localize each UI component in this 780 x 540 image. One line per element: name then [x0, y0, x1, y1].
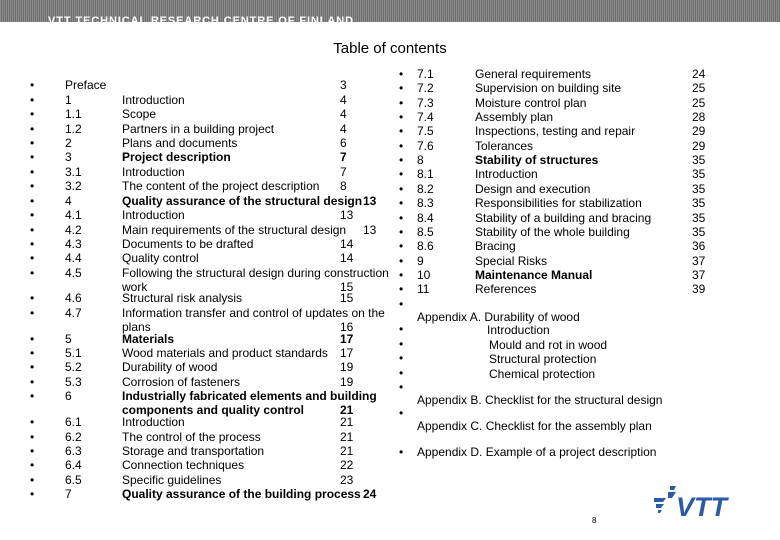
page-title: Table of contents: [333, 40, 447, 57]
toc-page: 15: [340, 291, 354, 305]
toc-page: 17: [340, 332, 354, 346]
toc-page: 25: [692, 96, 706, 110]
toc-bullet: •: [30, 93, 35, 107]
toc-number: 5.2: [65, 360, 82, 374]
toc-title: Project description: [122, 150, 231, 164]
toc-number: Preface: [65, 78, 107, 92]
toc-title: Plans and documents: [122, 136, 238, 150]
toc-page: 3: [340, 78, 347, 92]
toc-title: Responsibilities for stabilization: [475, 196, 642, 210]
toc-title: Design and execution: [475, 182, 591, 196]
appendix-title: Appendix B. Checklist for the structural design: [417, 393, 663, 407]
toc-bullet: •: [399, 337, 404, 351]
toc-bullet: •: [399, 153, 404, 167]
toc-bullet: •: [30, 473, 35, 487]
toc-page: 19: [340, 360, 354, 374]
appendix-item: Mould and rot in wood: [489, 338, 608, 352]
toc-bullet: •: [30, 266, 35, 280]
toc-bullet: •: [399, 254, 404, 268]
toc-title: Corrosion of fasteners: [122, 375, 241, 389]
toc-bullet: •: [399, 167, 404, 181]
toc-title: Tolerances: [475, 139, 534, 153]
toc-page: 4: [340, 107, 347, 121]
toc-title: Maintenance Manual: [475, 268, 593, 282]
toc-title: Specific guidelines: [122, 473, 222, 487]
toc-page: 14: [340, 251, 354, 265]
toc-page: 19: [340, 375, 354, 389]
toc-page: 14: [340, 237, 354, 251]
toc-bullet: •: [399, 225, 404, 239]
header-bar: [0, 0, 780, 30]
toc-title: Inspections, testing and repair: [475, 124, 636, 138]
toc-bullet: •: [30, 346, 35, 360]
toc-title: Connection techniques: [122, 458, 245, 472]
toc-title: Quality assurance of the structural design: [122, 194, 363, 208]
toc-bullet: •: [399, 366, 404, 380]
toc-bullet: •: [30, 136, 35, 150]
toc-number: 4.2: [65, 223, 82, 237]
toc-number: 7.6: [417, 139, 434, 153]
toc-bullet: •: [30, 375, 35, 389]
toc-title: References: [475, 282, 537, 296]
toc-number: 8: [417, 153, 424, 167]
toc-number: 8.4: [417, 211, 434, 225]
toc-bullet: •: [30, 122, 35, 136]
toc-page: 29: [692, 124, 706, 138]
toc-bullet: •: [30, 487, 35, 501]
toc-title: Introduction: [122, 93, 185, 107]
toc-page: 35: [692, 182, 706, 196]
toc-title: Materials: [122, 332, 175, 346]
toc-bullet: •: [30, 150, 35, 164]
header-title: VTT TECHNICAL RESEARCH CENTRE OF FINLAND: [48, 15, 354, 27]
toc-number: 6.2: [65, 430, 82, 444]
toc-page: 7: [340, 150, 347, 164]
appendix-title: Appendix A. Durability of wood: [417, 310, 580, 324]
toc-bullet: •: [30, 251, 35, 265]
toc-page: 23: [340, 473, 354, 487]
toc-page: 35: [692, 196, 706, 210]
toc-bullet: •: [30, 415, 35, 429]
logo-text: VTT: [676, 492, 727, 520]
toc-bullet: •: [399, 211, 404, 225]
toc-title: Introduction: [122, 208, 185, 222]
toc-page: 35: [692, 153, 706, 167]
toc-title: Industrially fabricated elements and building: [122, 389, 377, 403]
toc-bullet: •: [399, 96, 404, 110]
toc-number: 7.3: [417, 96, 434, 110]
toc-title: Wood materials and product standards: [122, 346, 328, 360]
toc-bullet: •: [399, 282, 404, 296]
toc-bullet: •: [399, 351, 404, 365]
toc-title: Stability of a building and bracing: [475, 211, 652, 225]
toc-bullet: •: [399, 182, 404, 196]
toc-title: Storage and transportation: [122, 444, 265, 458]
toc-page: 16: [340, 320, 354, 334]
toc-title: Information transfer and control of updates on the: [122, 306, 385, 320]
toc-page: 25: [692, 81, 706, 95]
toc-bullet: •: [30, 444, 35, 458]
toc-number: 7: [65, 487, 72, 501]
toc-page: 8: [340, 179, 347, 193]
toc-page: 24: [363, 487, 377, 501]
toc-page: 15: [340, 280, 354, 294]
appendix-item: Introduction: [487, 323, 550, 337]
toc-title: The content of the project description: [122, 179, 320, 193]
toc-page: 6: [340, 136, 347, 150]
toc-number: 7.5: [417, 124, 434, 138]
toc-number: 6: [65, 389, 72, 403]
toc-bullet: •: [30, 458, 35, 472]
toc-title: Stability of structures: [475, 153, 599, 167]
toc-page: 28: [692, 110, 706, 124]
toc-number: 6.3: [65, 444, 82, 458]
toc-bullet: •: [30, 179, 35, 193]
toc-bullet: •: [399, 445, 404, 459]
vtt-logo: [652, 484, 754, 520]
toc-page: 22: [340, 458, 354, 472]
toc-page: 21: [340, 430, 354, 444]
appendix-item: Structural protection: [489, 352, 597, 366]
toc-bullet: •: [399, 139, 404, 153]
toc-bullet: •: [30, 223, 35, 237]
toc-page: 4: [340, 122, 347, 136]
toc-bullet: •: [30, 291, 35, 305]
toc-page: 13: [363, 194, 377, 208]
toc-bullet: •: [399, 268, 404, 282]
toc-bullet: •: [399, 322, 404, 336]
toc-title: Structural risk analysis: [122, 291, 243, 305]
toc-bullet: •: [399, 380, 404, 394]
toc-bullet: •: [399, 81, 404, 95]
toc-number: 8.2: [417, 182, 434, 196]
toc-page: 37: [692, 268, 706, 282]
toc-page: 13: [340, 208, 354, 222]
toc-number: 4.5: [65, 266, 82, 280]
toc-title-continued: plans: [122, 320, 151, 334]
toc-page: 35: [692, 167, 706, 181]
toc-page: 39: [692, 282, 706, 296]
toc-number: 3: [65, 150, 72, 164]
toc-number: 6.1: [65, 415, 82, 429]
toc-bullet: •: [30, 360, 35, 374]
toc-bullet: •: [399, 297, 404, 311]
toc-bullet: •: [30, 165, 35, 179]
toc-bullet: •: [30, 78, 35, 92]
toc-page: 35: [692, 225, 706, 239]
toc-bullet: •: [30, 389, 35, 403]
toc-bullet: •: [399, 124, 404, 138]
appendix-title: Appendix C. Checklist for the assembly plan: [417, 419, 652, 433]
toc-title: Assembly plan: [475, 110, 554, 124]
toc-bullet: •: [399, 196, 404, 210]
toc-title: Quality control: [122, 251, 199, 265]
appendix-item: Chemical protection: [489, 367, 596, 381]
toc-number: 4.6: [65, 291, 82, 305]
toc-page: 7: [340, 165, 347, 179]
toc-number: 7.4: [417, 110, 434, 124]
toc-title: Partners in a building project: [122, 122, 275, 136]
toc-title-continued: work: [122, 280, 148, 294]
toc-title: Supervision on building site: [475, 81, 622, 95]
toc-page: 17: [340, 346, 354, 360]
toc-number: 4.1: [65, 208, 82, 222]
toc-bullet: •: [30, 332, 35, 346]
toc-title: Scope: [122, 107, 157, 121]
toc-number: 4: [65, 194, 72, 208]
toc-page: 36: [692, 239, 706, 253]
toc-title: Quality assurance of the building process: [122, 487, 361, 501]
toc-title-continued: components and quality control: [122, 403, 305, 417]
toc-bullet: •: [30, 306, 35, 320]
toc-bullet: •: [30, 194, 35, 208]
toc-number: 4.3: [65, 237, 82, 251]
page-number: 8: [592, 516, 597, 525]
toc-page: 29: [692, 139, 706, 153]
toc-bullet: •: [30, 237, 35, 251]
toc-title: General requirements: [475, 67, 592, 81]
toc-number: 8.5: [417, 225, 434, 239]
toc-title: Main requirements of the structural design: [122, 223, 347, 237]
toc-page: 21: [340, 403, 354, 417]
toc-number: 8.3: [417, 196, 434, 210]
toc-number: 4.7: [65, 306, 82, 320]
toc-title: Durability of wood: [122, 360, 218, 374]
toc-bullet: •: [30, 430, 35, 444]
toc-page: 21: [340, 415, 354, 429]
toc-title: Bracing: [475, 239, 516, 253]
toc-bullet: •: [399, 67, 404, 81]
toc-title: Moisture control plan: [475, 96, 587, 110]
toc-page: 35: [692, 211, 706, 225]
toc-page: 4: [340, 93, 347, 107]
toc-bullet: •: [399, 406, 404, 420]
toc-number: 8.6: [417, 239, 434, 253]
toc-page: 37: [692, 254, 706, 268]
toc-title: Introduction: [475, 167, 538, 181]
toc-number: 5: [65, 332, 72, 346]
toc-title: Introduction: [122, 415, 185, 429]
toc-page: 21: [340, 444, 354, 458]
toc-number: 3.1: [65, 165, 82, 179]
toc-number: 5.3: [65, 375, 82, 389]
toc-number: 10: [417, 268, 431, 282]
toc-number: 11: [417, 282, 430, 296]
toc-title: Introduction: [122, 165, 185, 179]
toc-bullet: •: [30, 208, 35, 222]
appendix-title: Appendix D. Example of a project description: [417, 445, 657, 459]
toc-number: 1.1: [65, 107, 82, 121]
toc-number: 7.1: [417, 67, 434, 81]
toc-bullet: •: [399, 110, 404, 124]
toc-title: Special Risks: [475, 254, 548, 268]
toc-number: 2: [65, 136, 72, 150]
toc-page: 13: [363, 223, 377, 237]
toc-number: 3.2: [65, 179, 82, 193]
toc-number: 1.2: [65, 122, 82, 136]
toc-bullet: •: [30, 107, 35, 121]
toc-number: 8.1: [417, 167, 434, 181]
toc-number: 7.2: [417, 81, 434, 95]
toc-number: 6.4: [65, 458, 82, 472]
toc-bullet: •: [399, 239, 404, 253]
toc-number: 6.5: [65, 473, 82, 487]
toc-title: Following the structural design during construction: [122, 266, 389, 280]
toc-number: 4.4: [65, 251, 82, 265]
toc-number: 9: [417, 254, 424, 268]
toc-page: 24: [692, 67, 706, 81]
toc-title: The control of the process: [122, 430, 261, 444]
toc-title: Documents to be drafted: [122, 237, 254, 251]
toc-number: 1: [65, 93, 72, 107]
toc-title: Stability of the whole building: [475, 225, 630, 239]
toc-number: 5.1: [65, 346, 82, 360]
